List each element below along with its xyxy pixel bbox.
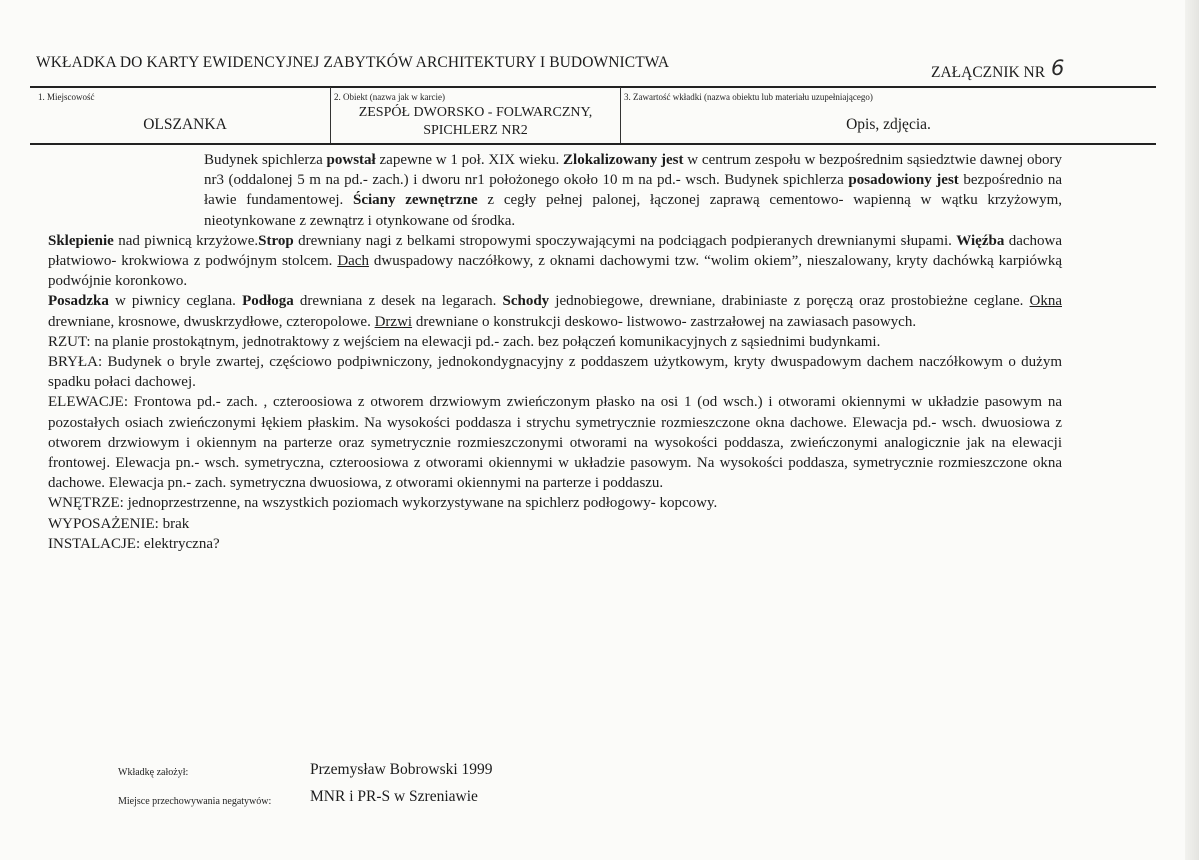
term-drzwi: Drzwi [374,313,413,330]
text-run: nad piwnicą krzyżowe. [113,232,259,249]
text-run: zapewne w 1 poł. XIX wieku. [375,152,564,168]
section-wyposazenie: WYPOSAŻENIE: brak [48,515,190,532]
text-run: bezpośrednio na ławie fundamentowej. [204,172,1062,209]
term-sciany: Ściany zewnętrzne [353,192,478,209]
author-label: Wkładkę założył: [118,767,189,778]
author-value: Przemysław Bobrowski 1999 [310,761,493,778]
term-sklepienie: Sklepienie [48,232,114,249]
term-schody: Schody [502,293,550,310]
page-edge [1185,0,1199,860]
section-rzut: RZUT: na planie prostokątnym, jednotraktowy z wejściem na elewacji pd.- zach. bez połączeń komunikacyjnych z sąsiednimi budynkami. [48,333,881,350]
document-title: WKŁADKA DO KARTY EWIDENCYJNEJ ZABYTKÓW ARCHITEKTURY I BUDOWNICTWA [36,54,670,71]
object-value-line2: SPICHLERZ NR2 [423,123,528,138]
contents-value: Opis, zdjęcia. [846,116,931,133]
description-paragraph [48,291,1062,331]
term-strop: Strop [258,232,294,249]
storage-label: Miejsce przechowywania negatywów: [118,796,272,807]
text-run: drewniany nagi z belkami stropowymi spoczywającymi na podciągach podpieranych drewnianymi słupami. [293,232,957,249]
section-elewacje: ELEWACJE: Frontowa pd.- zach. , czteroosiowa z otworem drzwiowym zwieńczonym płasko na osi 1 (od wsch.) i otworami okiennymi w układzie pasowym na pozostałych osiach zwieńczonymi łękiem płaskim. Na wysokości poddasza i strychu symetrycznie rozmieszczone okna dachowe. Elewacja pd.- wsch. dwuosiowa z otworem drzwiowym i okiennym na parterze oraz symetrycznie rozmieszczonymi otworami na wysokości poddasza, zwieńczonymi analogicznie jak na elewacji frontowej. Elewacja pn.- wsch. symetryczna, czteroosiowa z otworami okiennymi w układzie pasowym. Na wysokości poddasza, symetrycznie rozmieszczone okna dachowe. Elewacja pn.- zach. symetryczna dwuosiowa, z otworami okiennymi na parterze i poddaszu. [48,394,1062,492]
term-powstal: powstał [326,152,376,168]
section-instalacje: INSTALACJE: elektryczna? [48,535,220,552]
object-value-line1: ZESPÓŁ DWORSKO - FOLWARCZNY, [358,105,593,120]
location-value: OLSZANKA [143,116,227,133]
text-run: w piwnicy ceglana. [108,293,243,310]
text-run: w centrum zespołu w bezpośrednim sąsiedztwie dawnej obory nr3 (oddalonej 5 m na pd.- zach.) i dworu nr1 położonego około 10 m na pd.- wsch. Budynek spichlerza [204,152,1063,189]
header-rule-top [30,86,1156,88]
annex-number: 6 [1050,56,1065,80]
text-run: Budynek spichlerza [204,152,327,168]
text-run: drewniane o konstrukcji deskowo- listwowo- zastrzałowej na zawiasach pasowych. [412,313,917,330]
text-run: drewniane, krosnowe, dwuskrzydłowe, czteropolowe. [48,313,375,330]
term-posadowiony: posadowiony jest [848,172,959,189]
term-dach: Dach [337,253,369,270]
text-run: jednobiegowe, drewniane, drabiniaste z poręczą oraz prostobieżne ceglane. [549,293,1030,310]
description-body [48,150,1062,554]
location-label: 1. Miejscowość [38,92,95,102]
description-paragraph [48,150,1062,231]
section-wnetrze: WNĘTRZE: jednoprzestrzenne, na wszystkich poziomach wykorzystywane na spichlerz podłogowy- kopcowy. [48,495,718,512]
term-wiezba: Więźba [956,232,1005,249]
annex-heading [931,58,1064,82]
description-paragraph [48,231,1062,292]
storage-value: MNR i PR-S w Szreniawie [310,788,478,805]
header-rule-bottom [30,143,1156,145]
text-run: dwuspadowy naczółkowy, z oknami dachowymi tzw. “wolim okiem”, nieszalowany, kryty dachówką karpiówką podwójnie koronkowo. [48,253,1062,290]
term-posadzka: Posadzka [48,293,109,310]
text-run: drewniana z desek na legarach. [293,293,503,310]
section-bryla: BRYŁA: Budynek o bryle zwartej, częściowo podpiwniczony, jednokondygnacyjny z poddaszem użytkowym, kryty dwuspadowym dachem naczółkowym o dużym spadku połaci dachowej. [48,354,1062,391]
text-run: dachowa płatwiowo- krokwiowa z podwójnym stolcem. [48,232,1062,270]
annex-label: ZAŁĄCZNIK NR [931,64,1046,81]
contents-label: 3. Zawartość wkładki (nazwa obiektu lub materiału uzupełniającego) [624,92,873,102]
term-zlokalizowany: Zlokalizowany jest [563,152,684,168]
object-label: 2. Obiekt (nazwa jak w karcie) [334,92,445,102]
term-podloga: Podłoga [242,293,294,310]
text-run: z cegły pełnej palonej, łączonej zaprawą cementowo- wapienną w wątku krzyżowym, nieotynkowane z zewnątrz i otynkowane od środka. [204,192,1062,229]
term-okna: Okna [1029,293,1062,310]
